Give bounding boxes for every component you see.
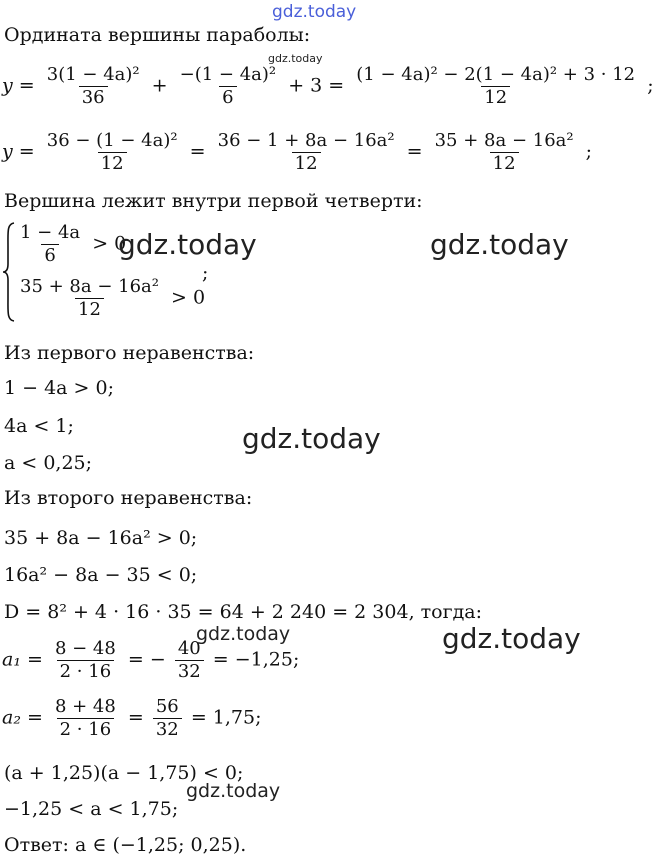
watermark-6: gdz.today xyxy=(442,622,581,655)
a1-frac-2 xyxy=(175,638,204,683)
a1-mid: = − xyxy=(127,648,166,671)
a1-frac-2-num: 40 xyxy=(177,638,201,659)
step-i1: 1 − 4a > 0; xyxy=(4,377,114,399)
answer-line xyxy=(4,834,246,856)
a2-frac-2-den: 32 xyxy=(153,718,182,741)
eq1-frac-2 xyxy=(177,64,280,109)
sys1-den: 6 xyxy=(41,244,58,267)
a1-end: = −1,25; xyxy=(212,648,300,671)
sys1-relation: > 0 xyxy=(92,232,127,255)
watermark-7: gdz.today xyxy=(186,780,281,802)
watermark-small-1: gdz.today xyxy=(268,52,323,65)
step-j2: 16a² − 8a − 35 < 0; xyxy=(4,564,198,586)
a1-frac-1-num: 8 − 48 xyxy=(54,638,116,659)
sys2-num: 35 + 8a − 16a² xyxy=(20,276,159,297)
a1-frac-1 xyxy=(52,638,119,683)
a2-end: = 1,75; xyxy=(190,706,262,729)
a2-mid: = xyxy=(127,706,144,729)
a1-lhs: a₁ = xyxy=(2,648,43,671)
a1-frac-1-den: 2 · 16 xyxy=(57,660,115,683)
eq1-frac-2-num: −(1 − 4a)² xyxy=(179,64,277,85)
eq2-eq-1: = xyxy=(189,140,206,163)
heading-second-inequality: Из второго неравенства: xyxy=(4,487,253,509)
eq2-y: y = xyxy=(2,140,35,163)
eq1-frac-3-den: 12 xyxy=(481,86,510,109)
eq2-frac-1-num: 36 − (1 − 4a)² xyxy=(46,130,178,151)
a2-frac-1-den: 2 · 16 xyxy=(57,718,115,741)
system-inequality-2 xyxy=(14,276,205,321)
sys2-den: 12 xyxy=(75,298,104,321)
sys1-frac xyxy=(17,222,83,267)
eq2-frac-1 xyxy=(44,130,181,175)
eq1-frac-1-den: 36 xyxy=(79,86,108,109)
step-j1: 35 + 8a − 16a² > 0; xyxy=(4,527,198,549)
watermark-5: gdz.today xyxy=(196,623,291,645)
a2-lhs: a₂ = xyxy=(2,706,43,729)
discriminant-line xyxy=(4,601,482,623)
eq2-frac-2-num: 36 − 1 + 8a − 16a² xyxy=(217,130,395,151)
eq1-y: y = xyxy=(2,74,35,97)
eq1-frac-1-num: 3(1 − 4a)² xyxy=(46,64,140,85)
sys1-num: 1 − 4a xyxy=(20,222,81,243)
togda-text: тогда: xyxy=(420,601,483,623)
equation-line-2 xyxy=(2,130,592,175)
a2-frac-2 xyxy=(153,696,182,741)
sys2-frac xyxy=(17,276,162,321)
eq1-plus-3: + 3 = xyxy=(288,74,345,97)
eq1-frac-2-den: 6 xyxy=(219,86,236,109)
watermark-4: gdz.today xyxy=(242,422,381,455)
eq1-frac-1 xyxy=(44,64,143,109)
discriminant: D = 8² + 4 · 16 · 35 = 64 + 2 240 = 2 304, xyxy=(4,601,415,623)
watermark-3: gdz.today xyxy=(430,228,569,261)
heading-vertex-ordinate: Ордината вершины параболы: xyxy=(4,24,311,46)
step-i2: 4a < 1; xyxy=(4,415,74,437)
sys2-relation: > 0 xyxy=(171,286,206,309)
answer-value: a ∈ (−1,25; 0,25). xyxy=(75,834,247,856)
heading-first-quadrant: Вершина лежит внутри первой четверти: xyxy=(4,190,423,212)
eq2-frac-3-num: 35 + 8a − 16a² xyxy=(434,130,574,151)
root-a1-line xyxy=(2,638,299,683)
eq1-frac-3 xyxy=(353,64,638,109)
eq1-plus: + xyxy=(151,74,168,97)
eq2-eq-2: = xyxy=(406,140,423,163)
system-end: ; xyxy=(202,262,209,284)
step-k2: −1,25 < a < 1,75; xyxy=(4,798,179,820)
heading-first-inequality: Из первого неравенства: xyxy=(4,342,255,364)
system-inequality-1 xyxy=(14,222,126,267)
eq1-frac-3-num: (1 − 4a)² − 2(1 − 4a)² + 3 · 12 xyxy=(356,64,636,85)
eq2-frac-3 xyxy=(432,130,577,175)
a2-frac-1 xyxy=(52,696,119,741)
root-a2-line xyxy=(2,696,261,741)
watermark-top: gdz.today xyxy=(272,2,357,22)
eq2-frac-1-den: 12 xyxy=(98,152,127,175)
a2-frac-2-num: 56 xyxy=(155,696,179,717)
eq2-frac-2 xyxy=(215,130,398,175)
a1-frac-2-den: 32 xyxy=(175,660,204,683)
a2-frac-1-num: 8 + 48 xyxy=(54,696,116,717)
eq2-end: ; xyxy=(585,140,593,163)
equation-line-1 xyxy=(2,64,654,109)
answer-label: Ответ: xyxy=(4,834,69,856)
step-i3: a < 0,25; xyxy=(4,452,93,474)
eq2-frac-3-den: 12 xyxy=(490,152,519,175)
eq2-frac-2-den: 12 xyxy=(292,152,321,175)
step-k1: (a + 1,25)(a − 1,75) < 0; xyxy=(4,762,244,784)
watermark-2: gdz.today xyxy=(118,228,257,261)
eq1-end: ; xyxy=(647,74,654,97)
